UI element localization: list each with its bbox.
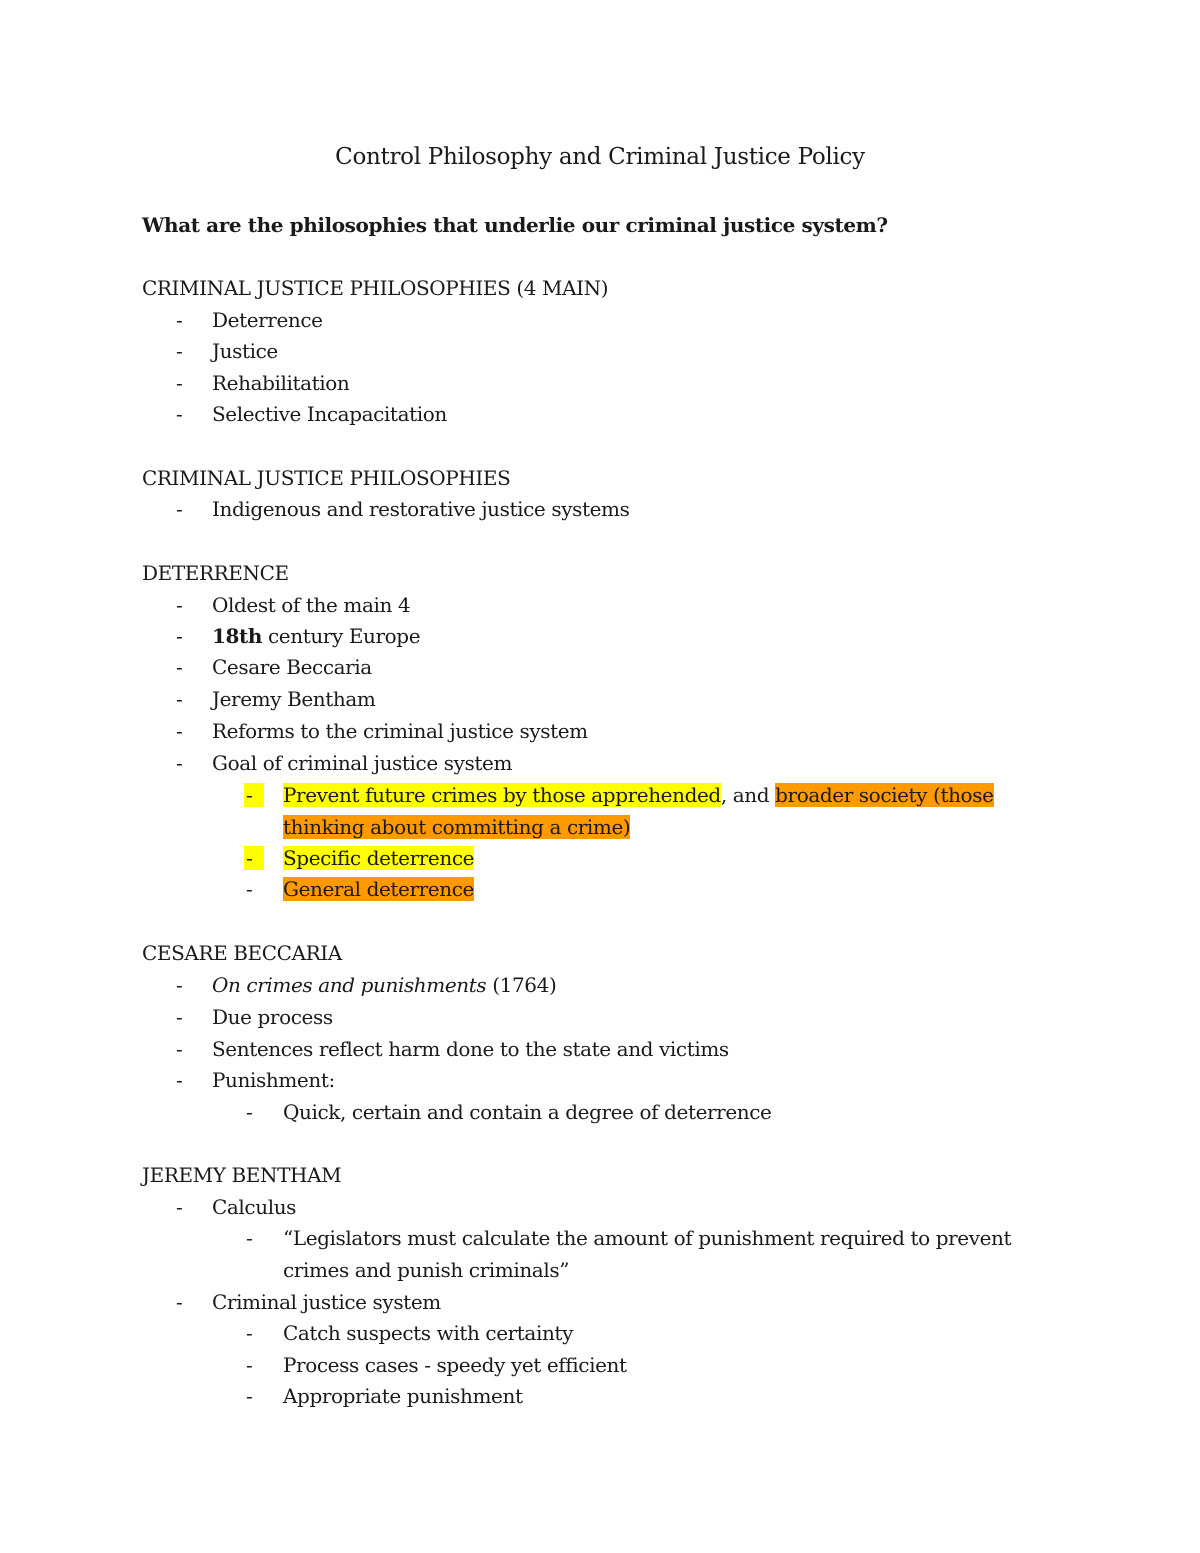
- sub-item: Quick, certain and contain a degree of deterrence: [283, 1100, 772, 1124]
- highlight-specific: Specific deterrence: [283, 846, 475, 870]
- bullet-dash: -: [176, 1005, 183, 1029]
- list-item: Oldest of the main 4: [212, 593, 411, 617]
- list-item: Deterrence: [212, 308, 323, 332]
- quote-line: crimes and punish criminals”: [283, 1258, 570, 1282]
- list-item: Sentences reflect harm done to the state and victims: [212, 1037, 729, 1061]
- bullet-dash: -: [246, 1100, 253, 1124]
- quote-line: “Legislators must calculate the amount of punishment required to prevent: [283, 1226, 1012, 1250]
- bullet-dash-highlight: -: [244, 842, 264, 874]
- bullet-dash: -: [176, 371, 183, 395]
- highlight-general: General deterrence: [283, 877, 474, 901]
- highlight-general: broader society (those: [775, 783, 994, 807]
- list-item: Goal of criminal justice system: [212, 751, 513, 775]
- list-item: Cesare Beccaria: [212, 655, 372, 679]
- bullet-dash: -: [176, 308, 183, 332]
- bullet-dash: -: [176, 973, 183, 997]
- list-item: Reforms to the criminal justice system: [212, 719, 588, 743]
- guiding-question: What are the philosophies that underlie our criminal justice system?: [142, 213, 888, 237]
- page-title: Control Philosophy and Criminal Justice Policy: [335, 144, 865, 170]
- section-heading-philosophies-main: CRIMINAL JUSTICE PHILOSOPHIES (4 MAIN): [142, 276, 609, 300]
- list-item: Rehabilitation: [212, 371, 350, 395]
- book-year: (1764): [486, 973, 557, 997]
- bullet-dash: -: [176, 1037, 183, 1061]
- list-item: Due process: [212, 1005, 333, 1029]
- list-item: Indigenous and restorative justice systems: [212, 497, 630, 521]
- list-item: [212, 620, 420, 652]
- bullet-dash: -: [176, 1195, 183, 1219]
- bullet-dash: -: [176, 751, 183, 775]
- section-heading-beccaria: CESARE BECCARIA: [142, 941, 342, 965]
- bullet-dash: -: [246, 1353, 253, 1377]
- book-title: On crimes and punishments: [212, 973, 487, 997]
- section-heading-deterrence: DETERRENCE: [142, 561, 289, 585]
- bullet-dash: -: [246, 1384, 253, 1408]
- highlight-general: thinking about committing a crime): [283, 815, 631, 839]
- list-item: Jeremy Bentham: [212, 687, 376, 711]
- bullet-dash: -: [176, 687, 183, 711]
- bullet-dash: -: [176, 719, 183, 743]
- list-item: Criminal justice system: [212, 1290, 441, 1314]
- bullet-dash: -: [176, 402, 183, 426]
- list-item: Punishment:: [212, 1068, 335, 1092]
- bullet-dash: -: [246, 1321, 253, 1345]
- sub-item-prevent-continued: [283, 811, 630, 843]
- section-heading-bentham: JEREMY BENTHAM: [142, 1163, 342, 1187]
- sub-item: Process cases - speedy yet efficient: [283, 1353, 627, 1377]
- bullet-dash: -: [246, 877, 253, 901]
- list-item: Calculus: [212, 1195, 297, 1219]
- bullet-dash: -: [176, 1290, 183, 1314]
- sub-item: Catch suspects with certainty: [283, 1321, 573, 1345]
- century-bold: 18th: [212, 624, 263, 648]
- bullet-dash: -: [176, 497, 183, 521]
- bullet-dash-highlight: -: [244, 779, 264, 811]
- section-heading-philosophies-other: CRIMINAL JUSTICE PHILOSOPHIES: [142, 466, 511, 490]
- sub-item-general: [283, 873, 474, 905]
- list-item: [212, 969, 556, 1001]
- list-item: Justice: [212, 339, 278, 363]
- century-rest: century Europe: [262, 624, 421, 648]
- bullet-dash: -: [176, 1068, 183, 1092]
- sub-item-prevent: Prevent future crimes by those apprehended, and broader society (those: [283, 783, 994, 807]
- highlight-specific: Prevent future crimes by those apprehended: [283, 783, 721, 807]
- bullet-dash: -: [176, 593, 183, 617]
- sub-item: Appropriate punishment: [283, 1384, 523, 1408]
- bullet-dash: -: [176, 655, 183, 679]
- bullet-dash: -: [246, 1226, 253, 1250]
- sub-item-specific: [283, 842, 474, 874]
- bullet-dash: -: [176, 339, 183, 363]
- bullet-dash: -: [176, 624, 183, 648]
- list-item: Selective Incapacitation: [212, 402, 447, 426]
